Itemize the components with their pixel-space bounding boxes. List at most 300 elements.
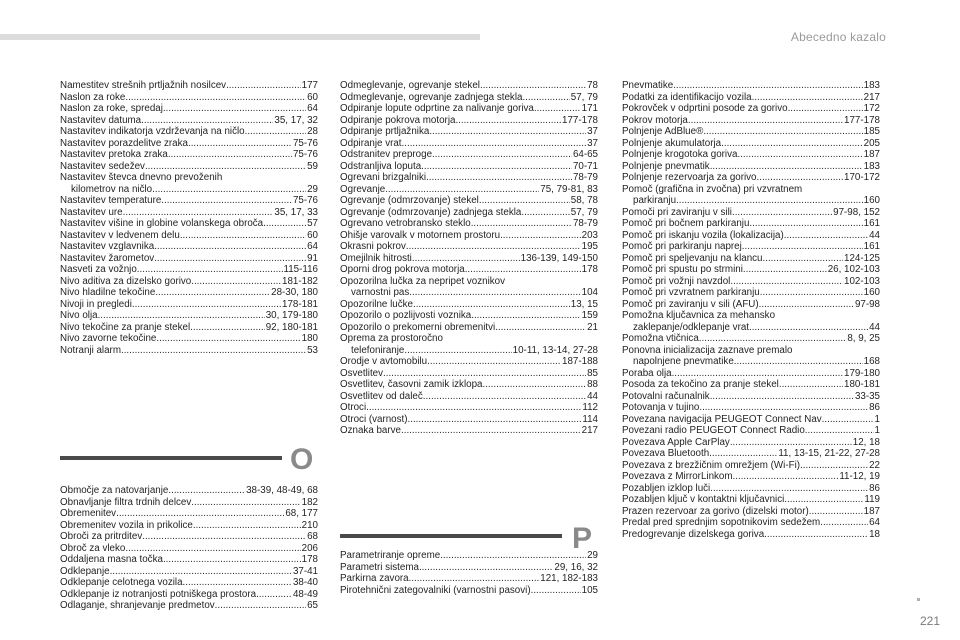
- index-entry-page: 57, 79: [570, 91, 598, 103]
- index-entry-page: 112: [582, 402, 598, 413]
- index-entry-label: Otroci: [340, 402, 367, 413]
- index-entry: [60, 600, 318, 612]
- leader-dots: [482, 379, 586, 391]
- index-entry: [60, 103, 318, 115]
- index-entry-page: 170-172: [844, 172, 880, 183]
- index-entry-label: Nastavitev pretoka zraka: [60, 149, 168, 160]
- index-entry-label: Orodje v avtomobilu: [340, 356, 428, 367]
- leader-dots: [709, 448, 777, 460]
- index-entry-label: Pokrov motorja: [622, 114, 688, 126]
- leader-dots: [191, 276, 281, 288]
- leader-dots: [180, 230, 306, 242]
- index-entry: [60, 149, 318, 161]
- index-entry-label: Odlaganje, shranjevanje predmetov: [60, 600, 215, 611]
- header-bar: [0, 34, 480, 40]
- leader-dots: [190, 322, 265, 334]
- index-entry-page: 168: [863, 356, 880, 367]
- leader-dots: [163, 103, 306, 115]
- index-entry-label: Osvetlitev: [340, 367, 384, 379]
- index-entry-label: Pokrovček v odprtini posode za gorivo: [622, 103, 788, 114]
- leader-dots: [805, 425, 874, 437]
- leader-dots: [412, 253, 520, 265]
- index-entry-label: Povezava Bluetooth: [622, 448, 710, 459]
- index-entry-label-cont: telefoniranje: [351, 344, 405, 356]
- index-entry-page: 64: [307, 241, 318, 252]
- leader-dots: [110, 566, 292, 578]
- index-entry-label: Nasveti za vožnjo: [60, 264, 137, 275]
- leader-dots: [155, 287, 270, 299]
- index-entry: [60, 322, 318, 334]
- index-entry: [622, 80, 880, 92]
- index-entry-label: Oprema za prostoročno: [340, 333, 443, 344]
- leader-dots: [752, 92, 863, 104]
- index-entry-page: 180: [301, 333, 318, 344]
- index-entry-page: 161: [863, 241, 880, 252]
- index-entry: [60, 310, 318, 322]
- leader-dots: [784, 494, 863, 506]
- index-entry-page: 91: [307, 252, 318, 264]
- leader-dots: [672, 368, 843, 380]
- index-entry-page: 159: [581, 310, 598, 321]
- index-entry-page: 178: [581, 264, 598, 275]
- index-entry: [60, 207, 318, 219]
- index-entry-page: 97-98: [854, 298, 880, 310]
- index-entry-page: 37: [587, 126, 598, 137]
- index-entry: [340, 368, 598, 380]
- index-entry-label: Osvetlitev, časovni zamik izklopa: [340, 379, 483, 390]
- index-entry-label: Ogrevanje (odmrzovanje) zadnjega stekla: [340, 206, 522, 218]
- index-entry-page: 1: [874, 425, 880, 436]
- index-entry-page: 11, 13-15, 21-22, 27-28: [778, 448, 880, 459]
- leader-dots: [116, 508, 284, 520]
- leader-dots: [168, 485, 245, 497]
- index-entry-label: Nivo tekočine za pranje stekel: [60, 321, 191, 333]
- index-entry-label: Obremenitev: [60, 508, 117, 519]
- leader-dots: [132, 299, 281, 311]
- leader-dots: [710, 161, 863, 173]
- index-entry-page: 38-40: [292, 577, 318, 588]
- index-entry: [622, 126, 880, 138]
- index-entry-label: Nastavitev ure: [60, 206, 123, 218]
- index-entry-label: Pomožna ključavnica za mehansko: [622, 310, 776, 321]
- leader-dots: [193, 520, 301, 532]
- index-entry: [340, 103, 598, 115]
- index-entry-label: Polnjenje pnevmatik: [622, 160, 710, 172]
- index-entry: [60, 126, 318, 138]
- leader-dots: [263, 218, 306, 230]
- index-entry: [340, 115, 598, 127]
- leader-dots: [699, 402, 868, 414]
- index-entry: [622, 471, 880, 483]
- index-entry: [622, 506, 880, 518]
- index-entry-label: Odklepanje iz notranjosti potniškega prostora: [60, 588, 257, 600]
- index-entry-label: Nastavitev temperature: [60, 195, 162, 206]
- index-entry: [60, 508, 318, 520]
- index-entry-page: 58, 78: [570, 195, 598, 206]
- index-entry: [60, 543, 318, 555]
- index-entry: [60, 497, 318, 509]
- index-entry: [622, 276, 880, 288]
- index-entry-label: Odpiranje prtljažnika: [340, 126, 430, 137]
- index-entry-page: 217: [581, 425, 598, 436]
- leader-dots: [730, 276, 843, 288]
- index-entry-label: Predogrevanje dizelskega goriva: [622, 528, 765, 540]
- leader-dots: [800, 460, 868, 472]
- index-entry-page: 57: [307, 218, 318, 229]
- index-entry-page: 44: [869, 321, 880, 333]
- leader-dots: [763, 253, 844, 265]
- index-entry-label: Naslon za roke, spredaj: [60, 103, 163, 114]
- index-entry-label: Nivo olja: [60, 310, 98, 321]
- index-entry: [340, 126, 598, 138]
- leader-dots: [734, 356, 863, 368]
- leader-dots: [440, 550, 586, 562]
- index-entry-page: 10-11, 13-14, 27-28: [512, 344, 598, 356]
- index-entry: [340, 241, 598, 253]
- index-entry: [622, 241, 880, 253]
- index-entry-label: Pomožna vtičnica: [622, 333, 699, 344]
- index-entry-label: Oporni drog pokrova motorja: [340, 264, 465, 275]
- index-entry-page: 183: [863, 160, 880, 172]
- index-entry-label: Polnjenje AdBlue®: [622, 126, 704, 137]
- index-entry-page: 37: [587, 137, 598, 149]
- index-entry: [60, 276, 318, 288]
- index-entry-label: Pomoč pri spustu po strmini: [622, 264, 743, 275]
- page-number: 221: [919, 614, 940, 628]
- leader-dots: [788, 103, 863, 115]
- index-entry-continuation: [340, 345, 598, 357]
- leader-dots: [676, 195, 863, 207]
- index-entry-label-cont: kilometrov na ničlo: [71, 183, 153, 195]
- index-entry: [60, 554, 318, 566]
- index-entry-page: 21: [587, 321, 598, 333]
- index-entry-page: 181-182: [282, 275, 318, 287]
- index-list-n: [60, 80, 318, 356]
- index-list-p-cont: [622, 80, 880, 540]
- index-entry-page: 177-178: [844, 114, 880, 126]
- index-entry-label: Ohišje varovalk v motornem prostoru: [340, 229, 501, 241]
- index-entry-label: Nastavitev žarometov: [60, 252, 155, 264]
- leader-dots: [521, 207, 569, 219]
- index-entry-page: 26, 102-103: [827, 264, 880, 275]
- leader-dots: [730, 437, 852, 449]
- leader-dots: [142, 531, 306, 543]
- index-entry-label: Parametri sistema: [340, 561, 419, 573]
- index-entry-page: 68, 177: [285, 508, 318, 519]
- leader-dots: [688, 115, 843, 127]
- index-entry-label: Polnjenje akumulatorja: [622, 137, 722, 149]
- leader-dots: [404, 345, 511, 357]
- index-entry-label: Nastavitev števca dnevno prevoženih: [60, 172, 223, 183]
- leader-dots: [256, 589, 292, 601]
- leader-dots: [215, 600, 306, 612]
- leader-dots: [495, 322, 586, 334]
- index-entry-label: Nastavitev indikatorja vzdrževanja na ničlo: [60, 126, 245, 137]
- leader-dots: [163, 554, 301, 566]
- index-entry-page: 195: [581, 241, 598, 252]
- index-entry-page: 22: [869, 459, 880, 471]
- index-entry-page: 160: [863, 287, 880, 298]
- index-column-3: [622, 80, 880, 540]
- index-list-p: [340, 550, 598, 596]
- leader-dots: [427, 356, 561, 368]
- index-entry: [622, 161, 880, 173]
- index-entry: [60, 253, 318, 265]
- index-column-1: [60, 80, 318, 356]
- leader-dots: [385, 184, 539, 196]
- index-entry-page: 86: [869, 482, 880, 494]
- index-entry: [340, 550, 598, 562]
- index-entry: [340, 333, 598, 356]
- leader-dots: [245, 126, 306, 138]
- index-entry: [622, 92, 880, 104]
- index-entry-continuation: [622, 322, 880, 334]
- leader-dots: [820, 517, 868, 529]
- index-entry-label: Nastavitev v ledvenem delu: [60, 229, 180, 241]
- index-entry-continuation: [622, 356, 880, 368]
- index-entry-label: Nivo hladilne tekočine: [60, 287, 156, 298]
- index-entry: [340, 253, 598, 265]
- index-entry: [340, 391, 598, 403]
- index-entry-page: 38-39, 48-49, 68: [246, 485, 318, 496]
- index-entry-page: 104: [581, 287, 598, 298]
- index-entry-label: Obroč za vleko: [60, 542, 126, 554]
- leader-dots: [426, 172, 572, 184]
- index-entry-page: 78-79: [572, 218, 598, 229]
- index-entry-label: Odklepanje celotnega vozila: [60, 577, 183, 588]
- index-entry: [622, 184, 880, 207]
- index-entry-label: Opozorilo o pozlijvosti voznika: [340, 310, 472, 321]
- index-entry-label: Podatki za identifikacijo vozila: [622, 91, 752, 103]
- index-entry: [622, 218, 880, 230]
- index-entry-page: 185: [863, 126, 880, 137]
- leader-dots: [465, 264, 581, 276]
- index-entry-label: Nastavitev sedežev: [60, 160, 145, 172]
- index-entry-label: Območje za natovarjanje: [60, 485, 169, 496]
- index-entry-label-cont: zaklepanje/odklepanje vrat: [633, 321, 750, 333]
- leader-dots: [413, 299, 570, 311]
- index-entry-label: Pomoč pri parkiranju naprej: [622, 241, 742, 252]
- leader-dots: [737, 149, 862, 161]
- index-entry-page: 60: [307, 229, 318, 241]
- index-entry-page: 172: [863, 103, 880, 114]
- leader-dots: [471, 218, 572, 230]
- index-entry: [340, 80, 598, 92]
- leader-dots: [710, 391, 854, 403]
- leader-dots: [784, 230, 868, 242]
- index-entry: [622, 172, 880, 184]
- index-entry: [622, 529, 880, 541]
- index-entry: [60, 485, 318, 497]
- index-entry-page: 64: [307, 103, 318, 114]
- index-entry: [340, 195, 598, 207]
- index-entry-page: 102-103: [844, 275, 880, 287]
- index-entry: [60, 218, 318, 230]
- index-entry-label: Povezana navigacija PEUGEOT Connect Nav: [622, 413, 822, 425]
- index-entry-page: 37-41: [292, 565, 318, 577]
- index-entry-label: Nastavitev datuma: [60, 114, 142, 126]
- index-entry-page: 8, 9, 25: [847, 333, 880, 344]
- index-entry: [622, 230, 880, 242]
- index-list-o-cont: [340, 80, 598, 437]
- leader-dots: [154, 253, 306, 265]
- index-entry-page: 205: [863, 137, 880, 149]
- index-entry-page: 60: [307, 91, 318, 103]
- index-entry-continuation: [622, 195, 880, 207]
- index-entry-page: 75-76: [292, 149, 318, 160]
- index-entry: [60, 241, 318, 253]
- index-entry-page: 1: [874, 413, 880, 425]
- index-entry-page: 53: [307, 344, 318, 356]
- leader-dots: [471, 310, 580, 322]
- index-entry-page: 88: [587, 379, 598, 390]
- index-entry-page: 178-181: [282, 298, 318, 310]
- leader-dots: [406, 241, 581, 253]
- index-entry: [60, 80, 318, 92]
- leader-dots: [402, 138, 587, 150]
- index-entry-page: 29, 16, 32: [554, 561, 598, 573]
- index-entry-label: Odstranljiva loputa: [340, 160, 422, 172]
- index-entry-label: Obnavljanje filtra trdnih delcev: [60, 496, 192, 508]
- index-entry-page: 29: [587, 550, 598, 561]
- index-entry-page: 161: [863, 218, 880, 229]
- leader-dots: [156, 333, 300, 345]
- index-entry-label: Ogrevanje: [340, 183, 386, 195]
- index-entry: [622, 299, 880, 311]
- index-entry: [340, 425, 598, 437]
- index-entry-label: Ogrevanje (odmrzovanje) stekel: [340, 195, 479, 206]
- index-entry-page: 35, 17, 33: [274, 206, 318, 218]
- index-entry: [340, 414, 598, 426]
- index-entry-label: Pomoči pri zaviranju v sili: [622, 206, 732, 218]
- index-entry-page: 86: [869, 402, 880, 413]
- leader-dots: [749, 218, 862, 230]
- index-entry-page: 18: [869, 528, 880, 540]
- index-entry-label: Povezani radio PEUGEOT Connect Radio: [622, 425, 805, 436]
- leader-dots: [419, 562, 553, 574]
- index-entry-label: Pomoč (grafična in zvočna) pri vzvratnem: [622, 183, 803, 195]
- index-entry: [340, 172, 598, 184]
- index-entry-page: 92, 180-181: [265, 321, 318, 333]
- index-entry-label: Polnjenje krogotoka goriva: [622, 149, 738, 160]
- index-entry: [622, 264, 880, 276]
- index-entry-label: Ogrevano vetrobransko steklo: [340, 218, 471, 229]
- index-entry-page: 75-76: [292, 137, 318, 149]
- index-entry-page: 97-98, 152: [833, 206, 880, 218]
- index-entry: [60, 138, 318, 150]
- leader-dots: [743, 264, 827, 276]
- leader-dots: [522, 92, 569, 104]
- index-entry-page: 171: [581, 103, 598, 114]
- leader-dots: [161, 195, 292, 207]
- index-entry-label: Nivo aditiva za dizelsko gorivo: [60, 275, 192, 287]
- index-entry-page: 28-30, 180: [271, 287, 318, 298]
- index-entry-label: Parametriranje opreme: [340, 550, 441, 561]
- index-entry: [622, 448, 880, 460]
- index-entry-page: 70-71: [572, 160, 598, 172]
- leader-dots: [742, 241, 863, 253]
- index-entry: [60, 531, 318, 543]
- index-entry-label: Nastavitev porazdelitve zraka: [60, 137, 188, 149]
- index-entry-page: 12, 18: [852, 436, 880, 448]
- leader-dots: [757, 172, 844, 184]
- leader-dots: [183, 577, 292, 589]
- index-entry-page: 210: [301, 519, 318, 531]
- index-column-2: [340, 80, 598, 437]
- index-entry: [340, 184, 598, 196]
- index-entry: [340, 356, 598, 368]
- section-divider: [340, 534, 562, 538]
- leader-dots: [408, 414, 582, 426]
- index-entry: [60, 520, 318, 532]
- index-entry-label: Obroči za pritrditev: [60, 531, 143, 542]
- leader-dots: [383, 368, 586, 380]
- index-entry-page: 35, 17, 32: [274, 114, 318, 126]
- index-entry: [60, 577, 318, 589]
- index-entry: [622, 345, 880, 368]
- leader-dots: [409, 287, 580, 299]
- index-entry-label: Okrasni pokrov: [340, 241, 406, 252]
- leader-dots: [152, 184, 306, 196]
- index-entry-page: 203: [581, 229, 598, 241]
- index-entry: [340, 322, 598, 334]
- index-entry-continuation: [60, 184, 318, 196]
- index-entry: [622, 253, 880, 265]
- leader-dots: [191, 497, 300, 509]
- leader-dots: [479, 195, 570, 207]
- index-entry: [340, 138, 598, 150]
- section-letter: P: [572, 522, 593, 555]
- index-entry-label: Odmeglevanje, ogrevanje zadnjega stekla: [340, 91, 523, 103]
- index-entry-label: Otroci (varnost): [340, 413, 408, 425]
- leader-dots: [141, 115, 273, 127]
- leader-dots: [125, 92, 306, 104]
- leader-dots: [749, 322, 868, 334]
- leader-dots: [822, 414, 874, 426]
- index-entry: [622, 368, 880, 380]
- index-entry-label: Namestitev strešnih prtljažnih nosilcev: [60, 80, 227, 91]
- leader-dots: [432, 149, 572, 161]
- index-entry-page: 65: [307, 600, 318, 611]
- leader-dots: [168, 149, 292, 161]
- index-entry: [60, 299, 318, 311]
- index-entry-label: Obremenitev vozila in prikolice: [60, 519, 193, 531]
- index-entry: [340, 402, 598, 414]
- index-entry-label: Potovanja v tujino: [622, 402, 700, 413]
- index-entry-label: Poraba olja: [622, 367, 672, 379]
- index-entry-page: 183: [863, 80, 880, 91]
- index-entry-label: Pozabljen ključ v kontaktni ključavnici: [622, 494, 785, 505]
- leader-dots: [764, 529, 868, 541]
- leader-dots: [699, 333, 847, 345]
- index-entry: [622, 310, 880, 333]
- index-entry: [60, 333, 318, 345]
- index-entry-label: Nastavitev vzglavnika: [60, 241, 155, 252]
- index-entry: [340, 379, 598, 391]
- index-entry-label: Pomoč pri iskanju vozila (lokalizacija): [622, 229, 784, 241]
- index-entry: [622, 103, 880, 115]
- index-entry-label: Opozorilo o prekomerni obremenitvi: [340, 321, 496, 333]
- section-header-o: [60, 443, 318, 482]
- index-entry-page: 78-79: [572, 172, 598, 183]
- index-entry-label: Odmeglevanje, ogrevanje stekel: [340, 80, 480, 91]
- index-entry-page: 115-116: [283, 264, 318, 275]
- leader-dots: [366, 402, 581, 414]
- index-entry-label: Odpiranje vrat: [340, 137, 402, 149]
- index-entry: [622, 437, 880, 449]
- index-entry: [622, 379, 880, 391]
- index-entry-page: 57, 79: [570, 206, 598, 218]
